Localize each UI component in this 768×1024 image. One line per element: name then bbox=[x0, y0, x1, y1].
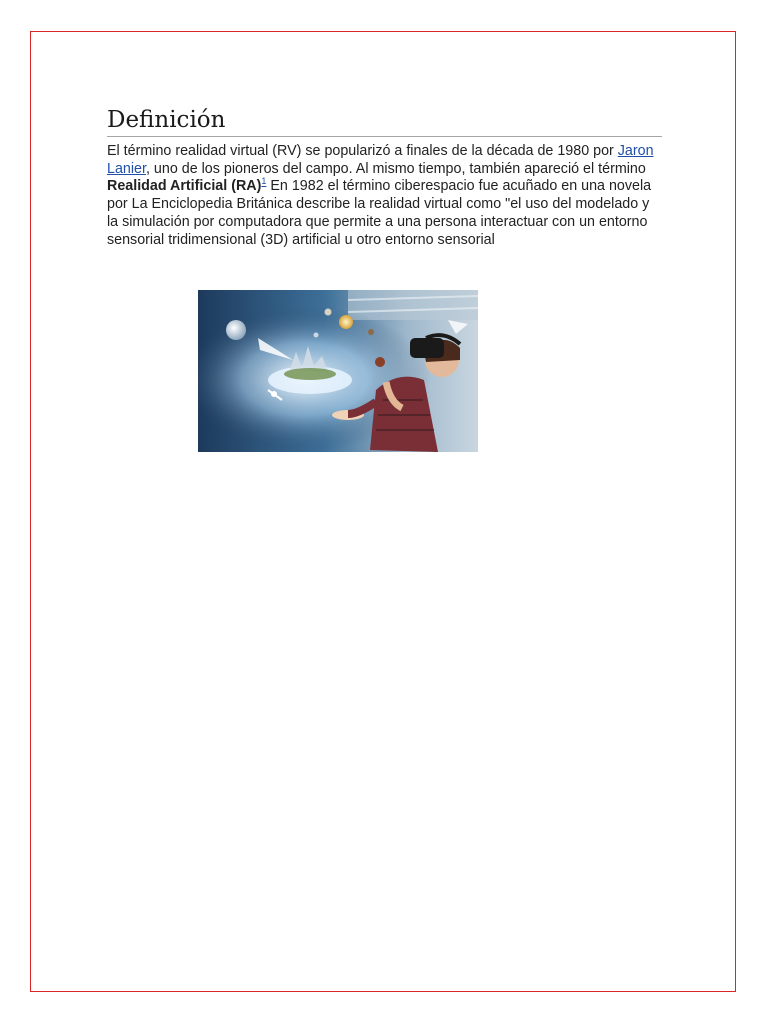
virtual-reality-image bbox=[198, 290, 478, 452]
paragraph-text-3: En 1982 el término ciberespacio fue acuñado en una novela por La Enciclopedia Británica describe la realidad virtual como "el uso del modelado y la simulación por computadora que permite a una persona interactuar con un entorno sensorial tridimensional (3D) artificial u otro entorno sensorial bbox=[107, 178, 652, 248]
definition-paragraph bbox=[107, 143, 662, 249]
paragraph-text-1: El término realidad virtual (RV) se popularizó a finales de la década de 1980 por bbox=[107, 143, 618, 159]
paragraph-text-2: , uno de los pioneros del campo. Al mismo tiempo, también apareció el término bbox=[145, 160, 646, 177]
jaron-lanier-link[interactable]: Jaron Lanier bbox=[107, 143, 654, 177]
footnote-link[interactable]: 1 bbox=[261, 176, 267, 187]
bold-term: Realidad Artificial (RA) bbox=[107, 178, 262, 195]
section-heading: Definición bbox=[107, 105, 662, 137]
